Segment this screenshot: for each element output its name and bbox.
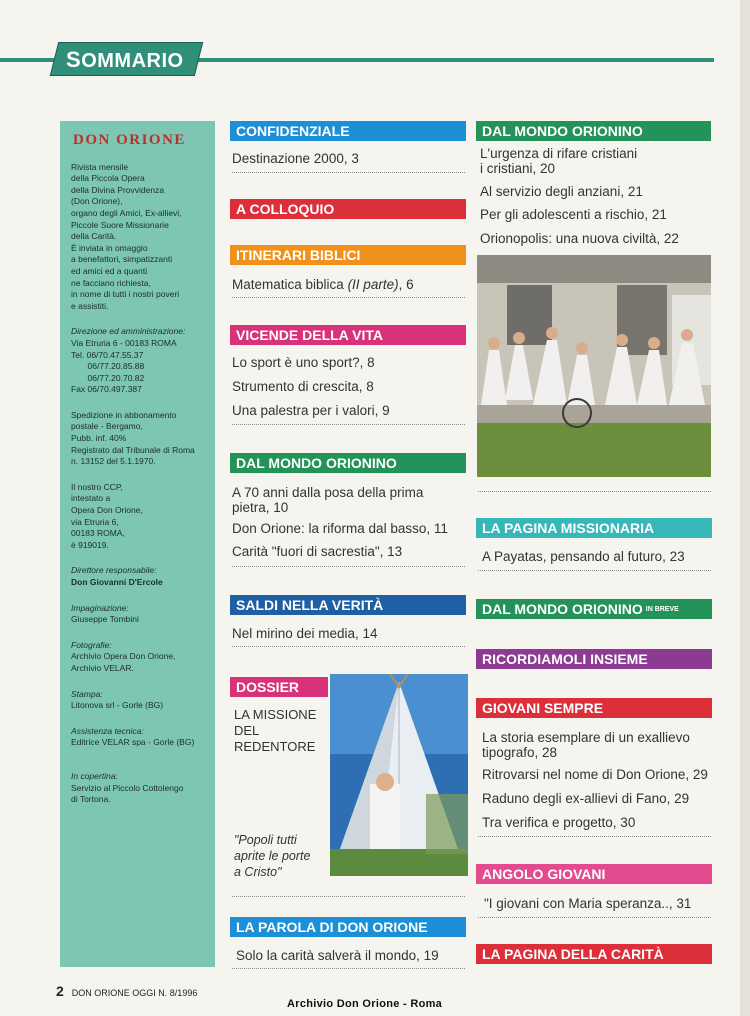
page-title: SOMMARIO [66, 47, 184, 72]
section-mondo-orionino-1[interactable]: DAL MONDO ORIONINO [230, 453, 466, 473]
dotted-rule [232, 968, 465, 969]
toc-item[interactable]: Solo la carità salverà il mondo, 19 [236, 948, 439, 963]
direzione-line: Via Etruria 6 - 00183 ROMA [71, 337, 177, 348]
intro-line: Piccole Suore Missionarie [71, 219, 169, 230]
ccp-line: Opera Don Orione, [71, 505, 143, 516]
quote-line: aprite le porte [234, 849, 311, 863]
direzione-title: Direzione ed amministrazione: [71, 326, 186, 337]
toc-item[interactable]: L'urgenza di rifare cristiani [480, 146, 638, 161]
section-carita[interactable]: LA PAGINA DELLA CARITÀ [476, 944, 712, 964]
toc-item-page: , 6 [398, 277, 414, 292]
direttore-block [71, 565, 207, 588]
quote-line: "Popoli tutti [234, 833, 297, 847]
assistenza-block [71, 726, 207, 749]
section-colloquio[interactable]: A COLLOQUIO [230, 199, 466, 219]
section-mondo-orionino-breve[interactable] [476, 599, 712, 619]
toc-item[interactable]: La storia esemplare di un exallievo [482, 730, 690, 745]
dotted-rule [232, 297, 465, 298]
logo: DON ORIONE [73, 132, 186, 148]
copertina-title: In copertina: [71, 770, 118, 781]
toc-item[interactable]: Don Orione: la riforma dal basso, 11 [232, 521, 448, 536]
stampa-title: Stampa: [71, 688, 103, 699]
toc-item[interactable]: pietra, 10 [232, 500, 289, 515]
section-title: DAL MONDO ORIONINO [482, 601, 643, 617]
intro-line: della Piccola Opera [71, 173, 145, 184]
impaginazione-title: Impaginazione: [71, 602, 129, 613]
direzione-line: Fax 06/70.497.387 [71, 384, 142, 395]
section-mondo-orionino-2[interactable]: DAL MONDO ORIONINO [476, 121, 711, 141]
spedizione-line: postale - Bergamo, [71, 421, 143, 432]
intro-line: Rivista mensile [71, 161, 129, 172]
toc-item[interactable]: Lo sport è uno sport?, 8 [232, 355, 375, 370]
direzione-line: 06/77.20.85.88 [71, 361, 145, 372]
toc-item[interactable]: Nel mirino dei media, 14 [232, 626, 378, 641]
archive-stamp: Archivio Don Orione - Roma [287, 998, 443, 1010]
footer-text: DON ORIONE OGGI N. 8/1996 [71, 988, 198, 998]
stampa-name: Litonova srl - Gorle (BG) [71, 700, 164, 711]
dotted-rule [232, 896, 465, 897]
copertina-line: Servizio al Piccolo Cottolengo [71, 782, 184, 793]
dotted-rule [232, 566, 465, 567]
direzione-block [71, 326, 207, 396]
impaginazione-block [71, 603, 207, 626]
section-confidenziale[interactable]: CONFIDENZIALE [230, 121, 466, 141]
fotografie-line: Archivio Opera Don Orione, [71, 651, 176, 662]
ccp-line: intestato a [71, 493, 111, 504]
children-group-illustration [477, 255, 711, 477]
section-dossier[interactable]: DOSSIER [230, 677, 328, 697]
spedizione-line: n. 13152 del 5.1.1970. [71, 456, 156, 467]
toc-item[interactable]: Ritrovarsi nel nome di Don Orione, 29 [482, 767, 708, 782]
intro-line: ne facciano richiesta, [71, 277, 151, 288]
toc-item[interactable]: Una palestra per i valori, 9 [232, 403, 390, 418]
dotted-rule [232, 172, 465, 173]
children-group-photo [477, 255, 711, 477]
direttore-name: Don Giovanni D'Ercole [71, 577, 163, 587]
footer [56, 983, 197, 999]
ccp-line: via Etruria 6, [71, 516, 119, 527]
assistenza-name: Editrice VELAR spa - Gorle (BG) [71, 737, 195, 748]
intro-line: della Carità. [71, 231, 117, 242]
intro-line: organo degli Amici, Ex-allievi, [71, 207, 182, 218]
dossier-title[interactable] [234, 707, 316, 755]
dotted-rule [478, 836, 711, 837]
dossier-title-line: DEL [234, 723, 260, 738]
spedizione-line: Spedizione in abbonamento [71, 409, 177, 420]
intro-block [71, 162, 207, 313]
intro-line: (Don Orione), [71, 196, 123, 207]
masthead-sidebar [60, 121, 215, 967]
copertina-block [71, 771, 207, 806]
toc-item[interactable]: Raduno degli ex-allievi di Fano, 29 [482, 791, 690, 806]
toc-item[interactable]: Orionopolis: una nuova civiltà, 22 [480, 231, 679, 246]
pope-tent-photo [330, 674, 468, 876]
intro-line: a benefattori, simpatizzanti [71, 254, 173, 265]
toc-item[interactable]: "I giovani con Maria speranza.., 31 [484, 896, 692, 911]
dotted-rule [478, 491, 711, 492]
spedizione-line: Registrato dal Tribunale di Roma [71, 444, 195, 455]
page-edge [740, 0, 750, 1016]
fotografie-block [71, 640, 207, 675]
impaginazione-name: Giuseppe Tombini [71, 614, 139, 625]
intro-line: ed amici ed a quanti [71, 265, 148, 276]
assistenza-title: Assistenza tecnica: [71, 725, 144, 736]
section-angolo-giovani[interactable]: ANGOLO GIOVANI [476, 864, 712, 884]
section-giovani-sempre[interactable]: GIOVANI SEMPRE [476, 698, 712, 718]
toc-item[interactable] [232, 277, 414, 293]
dotted-rule [232, 646, 465, 647]
in-breve-tag: IN BREVE [645, 606, 679, 614]
ccp-line: è 919019. [71, 539, 109, 550]
toc-item[interactable]: Tra verifica e progetto, 30 [482, 815, 636, 830]
dossier-quote [234, 832, 310, 880]
copertina-line: di Tortona. [71, 794, 111, 805]
direzione-line: Tel. 06/70.47.55.37 [71, 349, 144, 360]
section-saldi[interactable]: SALDI NELLA VERITÀ [230, 595, 466, 615]
toc-item-text: Matematica biblica [232, 277, 348, 292]
dossier-title-line: REDENTORE [234, 739, 316, 754]
dotted-rule [232, 424, 465, 425]
direttore-title: Direttore responsabile: [71, 565, 157, 576]
fotografie-line: Archivio VELAR. [71, 662, 134, 673]
intro-line: in nome di tutti i nostri poveri [71, 289, 180, 300]
toc-item[interactable]: A Payatas, pensando al futuro, 23 [482, 549, 685, 564]
toc-item[interactable]: i cristiani, 20 [480, 161, 556, 176]
spedizione-line: Pubb. inf. 40% [71, 433, 127, 444]
section-missionaria[interactable]: LA PAGINA MISSIONARIA [476, 518, 712, 538]
toc-item[interactable]: Al servizio degli anziani, 21 [480, 184, 643, 199]
ccp-line: 00183 ROMA, [71, 528, 125, 539]
pope-tent-illustration [330, 674, 468, 876]
toc-item[interactable]: A 70 anni dalla posa della prima [232, 485, 424, 500]
toc-item-italic: (II parte) [347, 277, 399, 292]
section-itinerari[interactable]: ITINERARI BIBLICI [230, 245, 466, 265]
spedizione-block [71, 410, 207, 468]
ccp-line: Il nostro CCP, [71, 481, 123, 492]
toc-item[interactable]: Destinazione 2000, 3 [232, 151, 359, 166]
section-parola[interactable]: LA PAROLA DI DON ORIONE [230, 917, 466, 937]
section-vicende[interactable]: VICENDE DELLA VITA [230, 325, 466, 345]
stampa-block [71, 689, 207, 712]
page-number: 2 [56, 983, 64, 999]
intro-line: È inviata in omaggio [71, 242, 148, 253]
direzione-line: 06/77.20.70.82 [71, 372, 145, 383]
toc-item[interactable]: tipografo, 28 [482, 745, 558, 760]
quote-line: a Cristo" [234, 865, 282, 879]
dotted-rule [478, 570, 711, 571]
dotted-rule [478, 917, 711, 918]
dossier-title-line: LA MISSIONE [234, 707, 317, 722]
intro-line: della Divina Provvidenza [71, 184, 165, 195]
toc-item[interactable]: Strumento di crescita, 8 [232, 379, 374, 394]
toc-item[interactable]: Per gli adolescenti a rischio, 21 [480, 207, 667, 222]
intro-line: e assistiti. [71, 300, 109, 311]
toc-item[interactable]: Carità "fuori di sacrestia", 13 [232, 544, 403, 559]
fotografie-title: Fotografie: [71, 639, 112, 650]
ccp-block [71, 482, 207, 552]
section-ricordiamoli[interactable]: RICORDIAMOLI INSIEME [476, 649, 712, 669]
